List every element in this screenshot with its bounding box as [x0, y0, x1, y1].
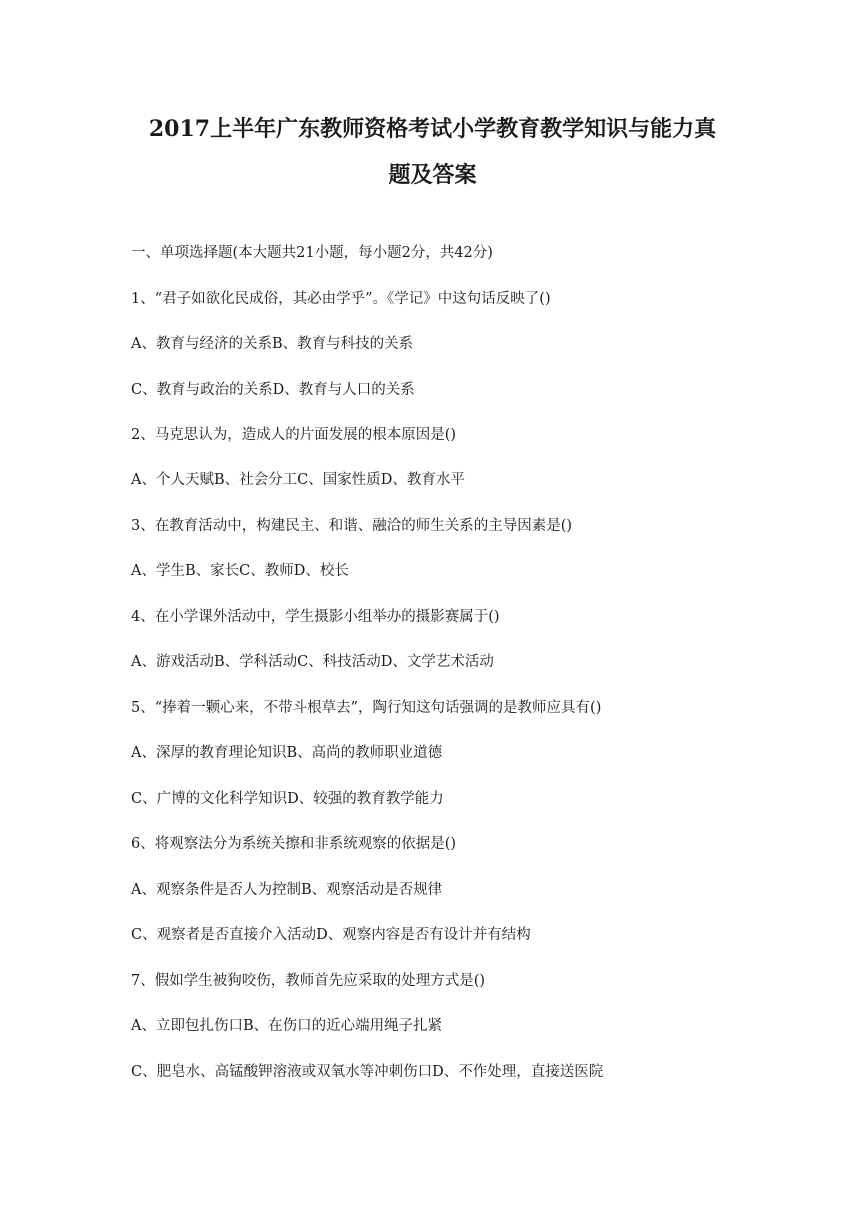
question-stem: 2、马克思认为，造成人的片面发展的根本原因是(): [131, 427, 457, 443]
question-options: A、观察条件是否人为控制B、观察活动是否规律: [131, 882, 443, 898]
document-title-line-2: 题及答案: [388, 162, 477, 188]
question-options: C、观察者是否直接介入活动D、观察内容是否有设计并有结构: [131, 927, 531, 943]
question-options: A、立即包扎伤口B、在伤口的近心端用绳子扎紧: [131, 1018, 443, 1034]
question-options: C、肥皂水、高锰酸钾溶液或双氧水等冲刺伤口D、不作处理，直接送医院: [131, 1064, 604, 1080]
question-options: A、教育与经济的关系B、教育与科技的关系: [131, 336, 414, 352]
question-options: C、教育与政治的关系D、教育与人口的关系: [131, 382, 415, 398]
question-options: A、学生B、家长C、教师D、校长: [131, 563, 349, 579]
question-options: C、广博的文化科学知识D、较强的教育教学能力: [131, 791, 444, 807]
question-stem: 3、在教育活动中，构建民主、和谐、融洽的师生关系的主导因素是(): [131, 518, 573, 534]
document-title-line-1: 2017上半年广东教师资格考试小学教育教学知识与能力真: [148, 116, 717, 142]
question-options: A、深厚的教育理论知识B、高尚的教师职业道德: [131, 745, 443, 761]
question-options: A、个人天赋B、社会分工C、国家性质D、教育水平: [131, 472, 465, 488]
question-stem: 5、“捧着一颗心来，不带斗根草去”，陶行知这句话强调的是教师应具有(): [131, 700, 602, 716]
question-stem: 4、在小学课外活动中，学生摄影小组举办的摄影赛属于(): [131, 609, 500, 625]
question-stem: 7、假如学生被狗咬伤，教师首先应采取的处理方式是(): [131, 973, 486, 989]
section-heading: 一、单项选择题(本大题共21小题，每小题2分，共42分): [131, 245, 493, 261]
question-stem: 1、“君子如欲化民成俗，其必由学乎”。《学记》中这句话反映了(): [131, 291, 551, 307]
question-stem: 6、将观察法分为系统关擦和非系统观察的依据是(): [131, 836, 457, 852]
question-options: A、游戏活动B、学科活动C、科技活动D、文学艺术活动: [131, 654, 494, 670]
